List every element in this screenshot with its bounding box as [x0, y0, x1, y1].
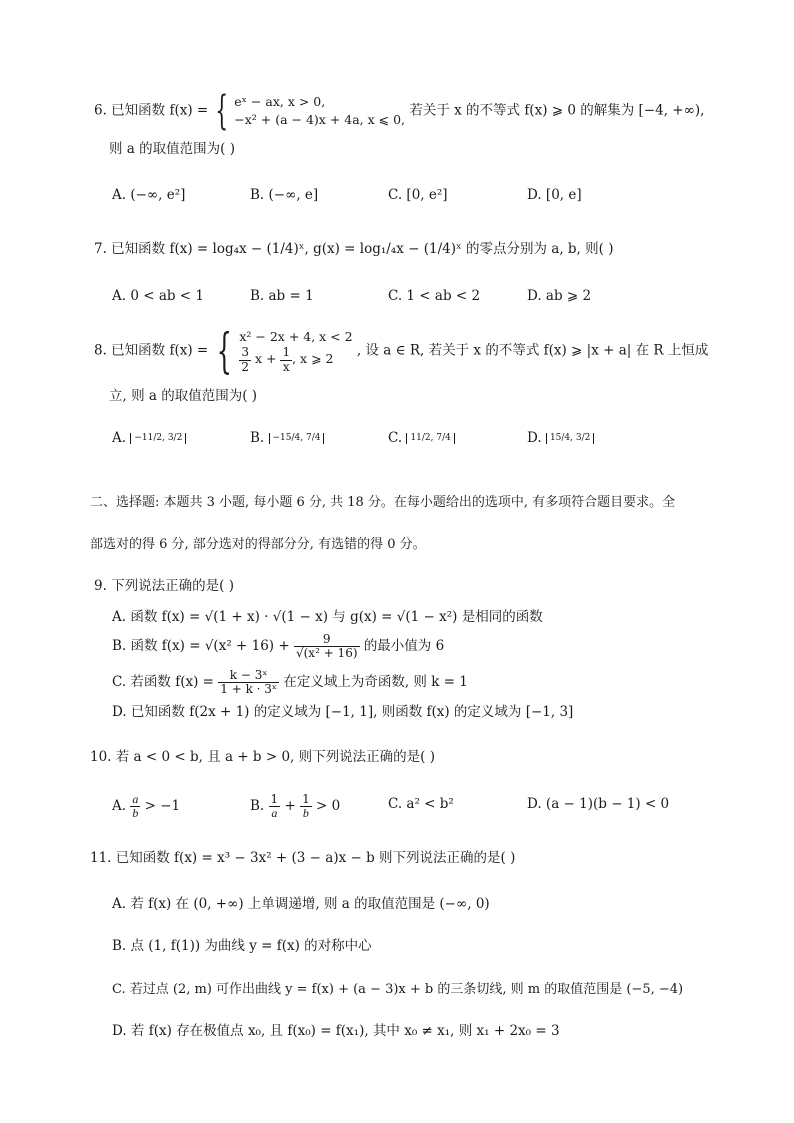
q8-option-b-interval: −15/4, 7/4: [269, 433, 325, 443]
q11-option-b: B. 点 (1, f(1)) 为曲线 y = f(x) 的对称中心: [112, 938, 372, 954]
q9-option-b: B. 函数 f(x) = √(x² + 16) + $\frac{9}{\text{√(x² + 16)}}$ 的最小值为 6: [112, 632, 445, 661]
q8-option-a-interval: −11/2, 3/2: [130, 433, 186, 443]
q8-frac-1-x: $\frac{1}{x}$: [282, 345, 291, 374]
q7-stem: 7. 已知函数 f(x) = log₄x − (1/4)ˣ, g(x) = log₁/₄x − (1/4)ˣ 的零点分别为 a, b, 则( ): [94, 241, 614, 257]
q11-option-a: A. 若 f(x) 在 (0, +∞) 上单调递增, 则 a 的取值范围是 (−∞, 0): [112, 896, 490, 912]
q8-brace: {: [216, 323, 232, 379]
q6-option-c: C. [0, e²]: [388, 187, 448, 203]
q6-option-b: B. (−∞, e]: [250, 187, 319, 203]
q7-option-c: C. 1 < ab < 2: [388, 288, 481, 304]
q8-lead: 8. 已知函数 f(x) =: [94, 342, 209, 359]
q6-piece2: −x² + (a − 4)x + 4a, x ⩽ 0,: [234, 112, 406, 127]
q9-b-fraction: $\frac{9}{\text{√(x² + 16)}}$: [295, 632, 358, 661]
q8-piece1: x² − 2x + 4, x < 2: [239, 329, 353, 345]
section2-line2: 部选对的得 6 分, 部分选对的得部分分, 有选错的得 0 分。: [90, 537, 426, 552]
q6-piece1: eˣ − ax, x > 0,: [234, 93, 326, 109]
q6-option-d: D. [0, e]: [527, 187, 582, 203]
q8-option-a: A. −11/2, 3/2: [112, 432, 186, 446]
q8-tail: , 设 a ∈ R, 若关于 x 的不等式 f(x) ⩾ |x + a| 在 R 上恒成: [356, 342, 709, 359]
q11-option-c: C. 若过点 (2, m) 可作出曲线 y = f(x) + (a − 3)x + b 的三条切线, 则 m 的取值范围是 (−5, −4): [112, 982, 684, 997]
q7-option-a: A. 0 < ab < 1: [112, 288, 204, 304]
q10-option-d: D. (a − 1)(b − 1) < 0: [527, 796, 670, 812]
q8-option-c-interval: 11/2, 7/4: [406, 433, 454, 443]
q10-option-b: B. $\frac{1}{a}$ + $\frac{1}{b}$ > 0: [250, 792, 341, 821]
q10-a-fraction: $\frac{a}{b}$: [132, 792, 139, 821]
q8-option-c: C. 11/2, 7/4: [388, 432, 455, 446]
q7-option-d: D. ab ⩾ 2: [527, 288, 592, 304]
q10-option-c: C. a² < b²: [388, 796, 454, 812]
q8-option-b: B. −15/4, 7/4: [250, 432, 324, 446]
q6-lead: 6. 已知函数 f(x) =: [94, 102, 209, 119]
section2-line1: 二、选择题: 本题共 3 小题, 每小题 6 分, 共 18 分。在每小题给出的选项中, 有多项符合题目要求。全: [90, 495, 676, 510]
q8-line2: 立, 则 a 的取值范围为( ): [109, 388, 258, 404]
q6-line2: 则 a 的取值范围为( ): [109, 141, 235, 157]
q6-stem: [94, 88, 705, 134]
q8-option-d-interval: 15/4, 3/2: [546, 433, 594, 443]
q9-stem: 9. 下列说法正确的是( ): [94, 578, 234, 594]
q6-tail: 若关于 x 的不等式 f(x) ⩾ 0 的解集为 [−4, +∞),: [409, 102, 705, 119]
q11-stem: 11. 已知函数 f(x) = x³ − 3x² + (3 − a)x − b 则下列说法正确的是( ): [90, 850, 516, 866]
q10-b-fraction1: $\frac{1}{a}$: [270, 792, 279, 821]
q8-pieces: [239, 328, 352, 374]
q10-b-fraction2: $\frac{1}{b}$: [302, 792, 310, 821]
q6-brace: {: [214, 88, 228, 134]
q10-stem: 10. 若 a < 0 < b, 且 a + b > 0, 则下列说法正确的是( ): [90, 749, 435, 765]
q9-option-a: A. 函数 f(x) = √(1 + x) · √(1 − x) 与 g(x) = √(1 − x²) 是相同的函数: [112, 609, 543, 625]
q8-piece2: $\frac{3}{2}$ x + $\frac{1}{x}$ , x ⩾ 2: [241, 345, 334, 374]
q7-option-b: B. ab = 1: [250, 288, 314, 304]
q9-option-c: C. 若函数 f(x) = $\frac{\text{k − 3ˣ}}{\text{1 + k · 3ˣ}}$ 在定义域上为奇函数, 则 k = 1: [112, 668, 468, 697]
q8-option-d: D. 15/4, 3/2: [527, 432, 594, 446]
q10-option-a: A. $\frac{a}{b}$ > −1: [112, 792, 181, 821]
q11-option-d: D. 若 f(x) 存在极值点 x₀, 且 f(x₀) = f(x₁), 其中 x₀ ≠ x₁, 则 x₁ + 2x₀ = 3: [112, 1023, 560, 1039]
q8-stem: [94, 323, 709, 379]
q6-pieces: [234, 93, 405, 129]
q9-option-d: D. 已知函数 f(2x + 1) 的定义域为 [−1, 1], 则函数 f(x) 的定义域为 [−1, 3]: [112, 704, 574, 720]
q9-c-fraction: $\frac{\text{k − 3ˣ}}{\text{1 + k · 3ˣ}}$: [220, 668, 278, 697]
q8-frac-3-2: $\frac{3}{2}$: [241, 345, 249, 374]
q6-option-a: A. (−∞, e²]: [112, 187, 186, 203]
